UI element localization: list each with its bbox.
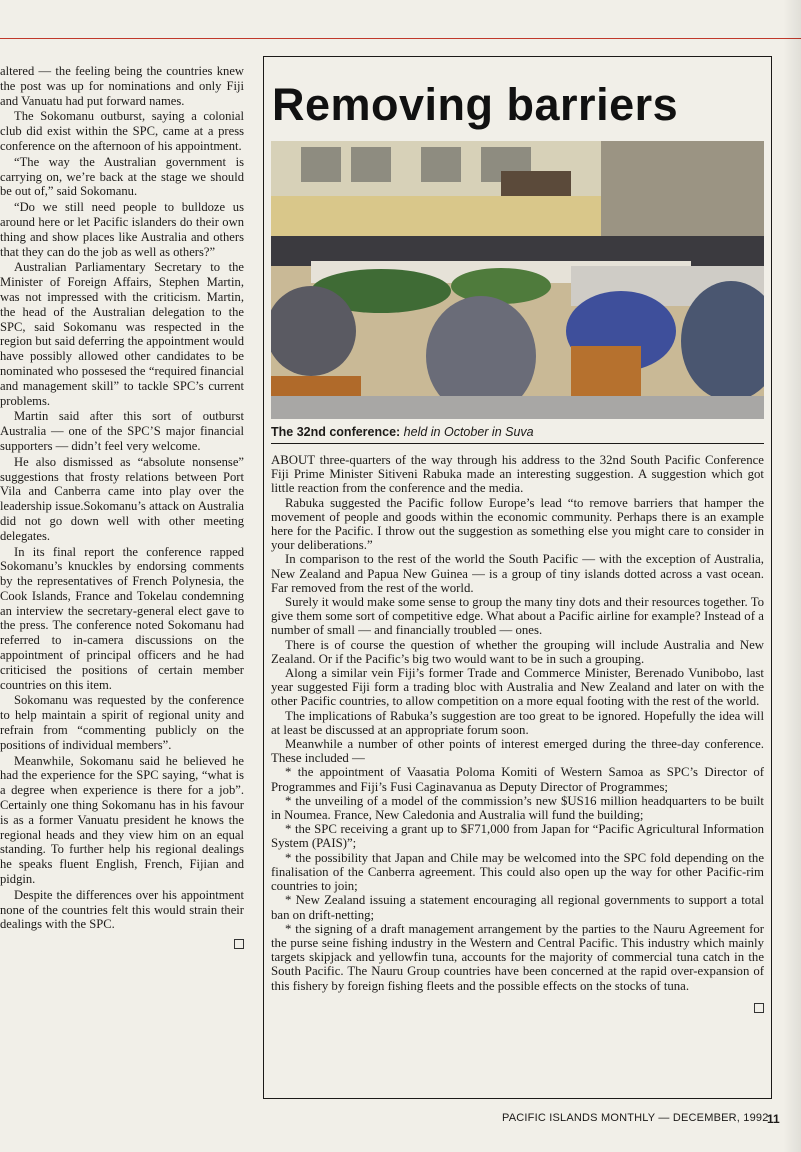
article-paragraph: The implications of Rabuka’s suggestion are too great to be ignored. Hopefully the idea will at least be discussed at an appropriate forum soon. — [271, 708, 764, 737]
left-paragraph: Australian Parliamentary Secretary to the Minister of Foreign Affairs, Stephen Martin, was not impressed with the criticism. Martin, the head of the Australian delegation to the SPC, said Sokomanu was respected in the region but said deferring the appointment would have possibly allowed other candidates to be nominated who possesed the “required financial and management skill” to tackle SPC’s current problems. — [0, 260, 244, 408]
bullet-item: * the appointment of Vaasatia Poloma Komiti of Western Samoa as SPC’s Director of Programmes and Fiji’s Fusi Caginavanua as Deputy Director of Programmes; — [271, 765, 764, 794]
article-paragraph: Surely it would make some sense to group the many tiny dots and their resources together. To give them some sort of competitive edge. What about a Pacific airline for example? Instead of a number of small — and financially troubled — ones. — [271, 595, 765, 638]
left-paragraph: Martin said after this sort of outburst Australia — one of the SPC’S major financial supporters — didn’t feel very welcome. — [0, 409, 244, 453]
caption-rule — [271, 443, 764, 444]
bullet-item: * New Zealand issuing a statement encouraging all regional governments to support a total ban on drift-netting; — [271, 893, 764, 922]
left-paragraph: Despite the differences over his appointment none of the countries felt this would strain their dealings with the SPC. — [0, 887, 244, 932]
page-footer-publication: PACIFIC ISLANDS MONTHLY — DECEMBER, 1992 — [502, 1112, 769, 1124]
article-paragraph: Along a similar vein Fiji’s former Trade and Commerce Minister, Berenado Vunibobo, last year suggested Fiji form a trading bloc with Australia and New Zealand and later on with the other Pacific countries, to allow competition on a more equal footing with the rest of the world. — [271, 666, 764, 709]
left-paragraph: The Sokomanu outburst, saying a colonial club did exist within the SPC, came at a press conference on the afternoon of his appointment. — [0, 109, 244, 153]
article-paragraph: Rabuka suggested the Pacific follow Europe’s lead “to remove barriers that hamper the movement of people and goods within the economic community. Perhaps there is an example here for the Pacific. I throw out the suggestion as something else you might care to consider in your deliberations.” — [271, 495, 764, 553]
top-rule — [0, 38, 801, 39]
left-column-story — [0, 64, 244, 953]
left-paragraph: Meanwhile, Sokomanu said he believed he had the experience for the SPC saying, “what is a degree when experience is there for a job”. Certainly one thing Sokomanu has in his favour is as a former Vanuatu president he knows the regional heads and they view him on an equal standing. To further help his regional dealings he speaks fluent English, French, Fijian and pidgin. — [0, 753, 244, 887]
caption-text: held in October in Suva — [400, 425, 534, 439]
left-paragraph: Sokomanu was requested by the conference to help maintain a spirit of regional unity and refrain from “commenting publicly on the positions of individual members”. — [0, 693, 244, 752]
article-paragraph: In comparison to the rest of the world the South Pacific — with the exception of Australia, New Zealand and Papua New Guinea — is a group of tiny islands dotted across a vast ocean. Far removed from the rest of the world. — [271, 552, 764, 595]
article-paragraph: There is of course the question of whether the grouping will include Australia and New Zealand. Or if the Pacific’s big two would want to be in such a grouping. — [271, 637, 764, 666]
left-paragraph: He also dismissed as “absolute nonsense” suggestions that frosty relations between Port Vila and Canberra came into play over the leadership issue.Sokomanu’s attack on Australia did not go down well with other meeting delegates. — [0, 454, 244, 543]
page-number: 11 — [767, 1112, 780, 1126]
bullet-item: * the possibility that Japan and Chile may be welcomed into the SPC fold depending on the finalisation of the Canberra agreement. This could also open up the way for other Pacific-rim countries to join; — [271, 850, 764, 894]
end-of-story-mark — [234, 939, 244, 949]
end-of-story-mark — [754, 1003, 764, 1013]
left-paragraph: “Do we still need people to bulldoze us around here or let Pacific islanders do their own thing and show places like Australia and others that they can do the job as well as others?” — [0, 200, 244, 259]
bullet-item: * the signing of a draft management arrangement by the parties to the Nauru Agreement for the purse seine fishing industry in the Western and Central Pacific. This industry which mainly targets skipjack and yellowfin tuna, accounts for the majority of commercial tuna catch in the South Pacific. The Nauru Group countries have been concerned at the rapid over-expansion of this fishery by foreign fishing fleets and the possible effects on the stocks of tuna. — [271, 921, 764, 993]
article-body — [271, 453, 764, 1017]
left-paragraph: In its final report the conference rapped Sokomanu’s knuckles by endorsing comments by the representatives of French Polynesia, the Cook Islands, France and Tokelau condemning an interview the secretary-general elect gave to the press. The conference noted Sokomanu had referred to in-camera discussions on the appointment of principal officers and he had criticised the positions of certain member countries on this item. — [0, 544, 244, 692]
article-headline: Removing barriers — [272, 79, 679, 130]
bullet-item: * the SPC receiving a grant up to $F71,000 from Japan for “Pacific Agricultural Information System (PAIS)”; — [271, 822, 764, 851]
left-paragraph: altered — the feeling being the countries knew the post was up for nominations and only Fiji and Vanuatu had put forward names. — [0, 64, 244, 108]
sidebar-article-box — [263, 56, 772, 1099]
photo-caption — [271, 425, 764, 439]
caption-lead: The 32nd conference: — [271, 425, 401, 439]
bullet-item: * the unveiling of a model of the commission’s new $US16 million headquarters to be built in Noumea. France, New Caledonia and Australia will fund the building; — [271, 793, 764, 823]
left-paragraph: “The way the Australian government is carrying on, we’re back at the stage we should be out of,” said Sokomanu. — [0, 154, 244, 199]
page-edge-shadow — [783, 0, 801, 1152]
conference-photo — [271, 141, 764, 419]
article-paragraph: ABOUT three-quarters of the way through his address to the 32nd South Pacific Conference Fiji Prime Minister Sitiveni Rabuka made an interesting suggestion. A suggestion which got little reaction from the conference and the media. — [271, 453, 764, 496]
article-paragraph: Meanwhile a number of other points of interest emerged during the three-day conference. These included — — [271, 737, 764, 766]
